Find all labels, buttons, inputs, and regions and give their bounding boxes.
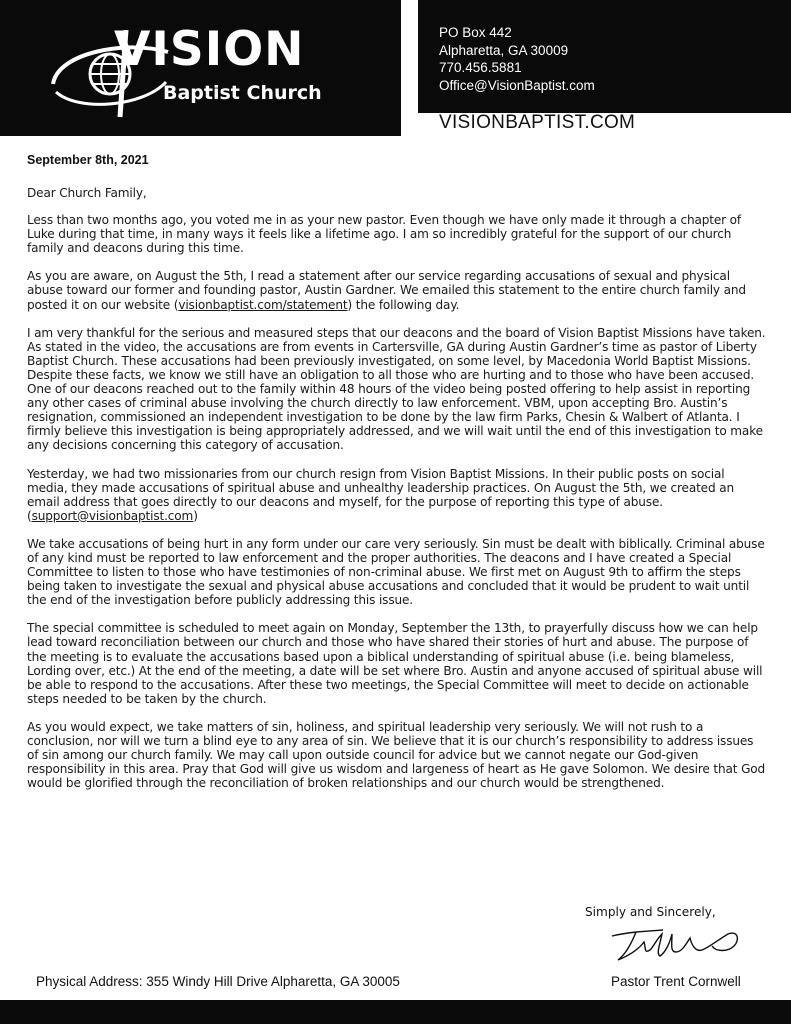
paragraph-text: As you are aware, on August the 5th, I read a statement after our service regarding accusations of sexual and physical abuse toward our former and founding pastor, Austin Gardner. We emailed this statement to the entire church family and posted it on our website ( [27, 269, 746, 312]
website-url: VISIONBAPTIST.COM [439, 112, 636, 133]
letter-paragraph: As you would expect, we take matters of sin, holiness, and spiritual leadership very seriously. We will not rush to a conclusion, nor will we turn a blind eye to any area of sin. We believe that it is our church’s responsibility to address issues of sin among our church family. We may call upon outside council for advice but we cannot negate our God-given responsibility in this area. Pray that God will give us wisdom and largeness of heart as He gave Solomon. We desire that God would be glorified through the reconciliation of broken relationships and our church would be strengthened. [27, 719, 766, 791]
handwritten-signature [608, 922, 743, 964]
letter-date: September 8th, 2021 [27, 153, 149, 167]
letter-closing: Simply and Sincerely, [585, 905, 716, 919]
statement-link[interactable]: visionbaptist.com/statement [178, 297, 348, 312]
letter-paragraph [27, 467, 767, 523]
phone-number: 770.456.5881 [439, 60, 522, 75]
email-address: Office@VisionBaptist.com [439, 77, 595, 93]
paragraph-text: ) [193, 508, 198, 523]
logo-title: VISION [114, 22, 305, 77]
address-line: PO Box 442 [439, 25, 512, 40]
letter-body [27, 186, 767, 804]
paragraph-text: ) the following day. [347, 297, 460, 312]
letter-paragraph: The special committee is scheduled to meet again on Monday, September the 13th, to prayerfully discuss how we can help lead toward reconciliation between our church and those who have shared their stories of hurt and abuse. The purpose of the meeting is to evaluate the accusations based upon a biblical understanding of spiritual abuse (i.e. being blameless, Lording over, etc.) At the end of the meeting, a date will be set where Bro. Austin and anyone accused of spiritual abuse will be able to respond to the accusations. After these two meetings, the Special Committee will meet to decide on actionable steps needed to be taken by the church. [27, 621, 763, 706]
letter-paragraph: I am very thankful for the serious and measured steps that our deacons and the board of Vision Baptist Missions have taken. As stated in the video, the accusations are from events in Cartersville, GA during Austin Gardner’s time as pastor of Liberty Baptist Church. These accusations had been previously investigated, on some level, by Macedonia World Baptist Missions. Despite these facts, we know we still have an obligation to all those who are hurting and to those who have been accused. One of our deacons reached out to the family within 48 hours of the video being posted offering to help assist in reporting any other cases of criminal abuse involving the church directly to law enforcement. VBM, upon accepting Bro. Austin’s resignation, commissioned an independent investigation to be done by the law firm Parks, Chesin & Walbert of Atlanta. I firmly believe this investigation is being appropriately addressed, and we will wait until the end of this investigation to make any decisions concerning this category of accusation. [27, 325, 766, 453]
letter-greeting: Dear Church Family, [27, 186, 147, 200]
support-email-link[interactable]: support@visionbaptist.com [31, 508, 194, 523]
logo-subtitle: Baptist Church [163, 82, 322, 104]
letter-paragraph [27, 269, 767, 311]
paragraph-text: Yesterday, we had two missionaries from our church resign from Vision Baptist Missions. In their public posts on social media, they made accusations of spiritual abuse and unhealthy leadership practices. On August the 5th, we created an email address that goes directly to our deacons and myself, for the purpose of reporting this type of abuse. ( [27, 466, 734, 523]
address-line: Alpharetta, GA 30009 [439, 42, 569, 58]
footer-bar [0, 1000, 791, 1024]
physical-address: Physical Address: 355 Windy Hill Drive Alpharetta, GA 30005 [36, 974, 400, 989]
contact-address [439, 24, 595, 94]
letter-paragraph: We take accusations of being hurt in any form under our care very seriously. Sin must be dealt with biblically. Criminal abuse of any kind must be reported to law enforcement and the proper authorities. The deacons and I have created a Special Committee to listen to those who have testimonies of non-criminal abuse. We first met on August 9th to affirm the steps being taken to investigate the sexual and physical abuse accusations and concluded that it would be prudent to wait until the end of the investigation before publicly addressing this issue. [27, 536, 765, 608]
letter-paragraph: Less than two months ago, you voted me in as your new pastor. Even though we have only made it through a chapter of Luke during that time, in many ways it feels like a lifetime ago. I am so incredibly grateful for the support of our church family and deacons during this time. [27, 213, 742, 256]
signer-name: Pastor Trent Cornwell [611, 974, 741, 989]
